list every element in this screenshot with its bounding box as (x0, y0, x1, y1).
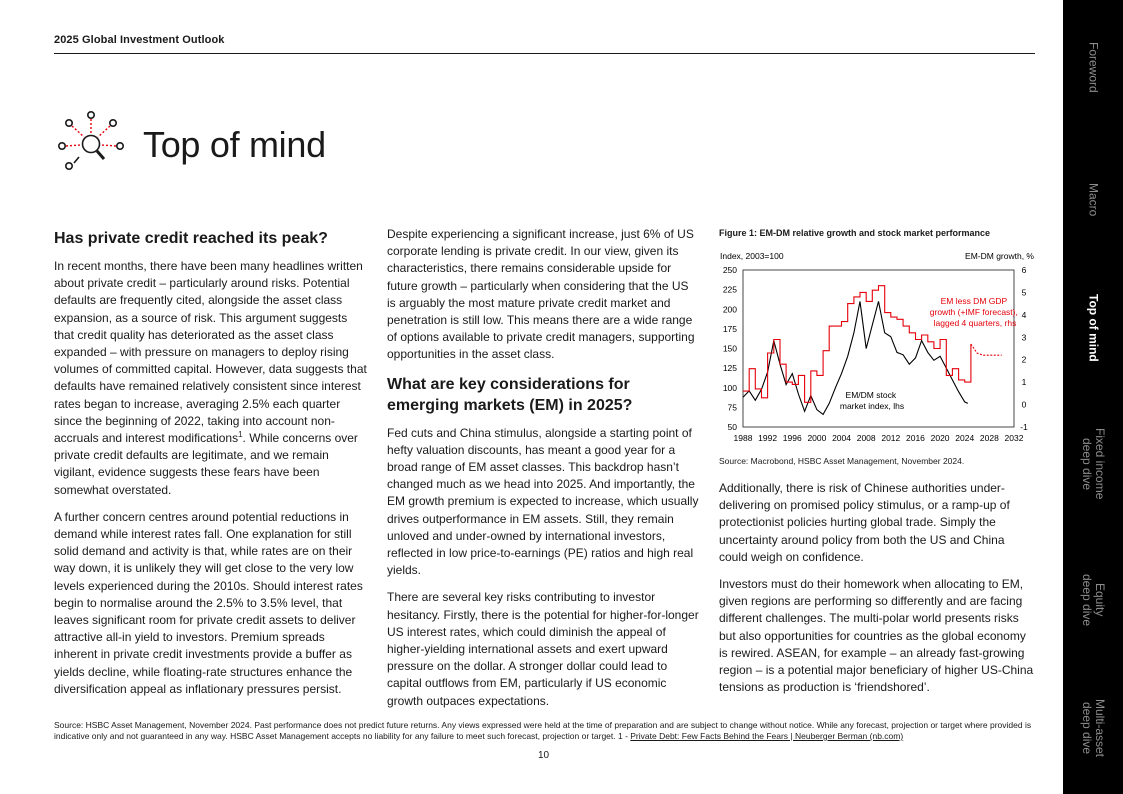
section-heading-emerging-markets: What are key considerations for emerging markets (EM) in 2025? (387, 375, 633, 414)
paragraph: Additionally, there is risk of Chinese authorities under-delivering on promised policy stimulus, or a ramp-up of protectionist policies hurting global trade. Simply the uncertainty around policy from both the US and China could weigh on confidence. (719, 481, 1010, 564)
page-title: Top of mind (143, 124, 326, 165)
figure-title: Figure 1: EM-DM relative growth and stock market performance (719, 228, 991, 238)
y-tick-left: 250 (722, 265, 737, 275)
footnote-link[interactable]: Private Debt: Few Facts Behind the Fears | Neuberger Berman (nb.com) (630, 731, 904, 741)
em-dm-chart (716, 247, 1036, 450)
header-divider (54, 53, 1035, 54)
nav-tab-fixed-income[interactable]: Fixed income deep dive (1080, 428, 1107, 500)
y-tick-right: 4 (1021, 309, 1027, 320)
x-tick-label: 2032 (1004, 433, 1024, 443)
nav-tab-foreword[interactable]: Foreword (1086, 41, 1101, 93)
series-line-imf-forecast (971, 344, 1002, 355)
paragraph: In recent months, there have been many headlines written about private credit – particularly around risks. Potential defaults are frequently cited, alongside the asset class expansion, as a source of risk. This argument suggests that credit quality has deteriorated as the asset class expanded – with pressure on managers to deploy rising volumes of committed capital. However, data suggests that defaults have remained relatively consistent since interest rates began to increase, averaging 2.5% each quarter since the beginning of 2022, taking into account non-accruals and interest modifications$^1$. While concerns over private credit defaults are legitimate, and we remain vigilant, evidence suggests these fears have been somewhat overstated. (54, 259, 367, 497)
column-right (719, 480, 1035, 706)
y-axis-label-left: Index, 2003=100 (720, 251, 784, 261)
paragraph: Fed cuts and China stimulus, alongside a starting point of hefty valuation discounts, has meant a good year for a broad range of EM asset classes. This backdrop hasn’t changed much as we head into 2025. And importantly, the EM growth premium is expected to increase, which usually drives outperformance in EM assets. Still, they remain unloved and under-owned by international investors, reflected in low price-to-earnings (PE) ratios and high real yields. (387, 425, 699, 578)
column-private-credit (54, 226, 370, 708)
x-tick-label: 1996 (782, 433, 802, 443)
y-axis-label-right: EM-DM growth, % (965, 251, 1034, 261)
y-tick-left: 225 (722, 284, 737, 295)
y-tick-right: 6 (1021, 265, 1027, 275)
x-tick-label: 2016 (905, 433, 925, 443)
y-tick-right: 3 (1021, 332, 1027, 343)
x-tick-label: 2020 (930, 433, 950, 443)
annotation-red-series: EM less DM GDP growth (+IMF forecast), lagged 4 quarters, rhs (929, 296, 1018, 328)
y-tick-right: 2 (1021, 354, 1027, 365)
y-tick-left: 150 (722, 343, 737, 354)
footnote-marker: 1 (238, 430, 243, 440)
nav-tab-multi-asset[interactable]: Multi-asset deep dive (1080, 698, 1107, 757)
y-tick-left: 175 (722, 323, 737, 334)
y-tick-left: 125 (722, 363, 737, 374)
x-tick-label: 2008 (856, 433, 876, 443)
paragraph: Investors must do their homework when allocating to EM, given regions are performing so differently and are facing different challenges. The multi-polar world presents risks but also opportunities for countries as the global economy is rewired. ASEAN, for example – an already fast-growing region – is a potential major beneficiary of higher US-China tensions as production is ‘friendshored’. (719, 577, 1034, 695)
y-tick-right: -1 (1020, 422, 1028, 432)
document-title: 2025 Global Investment Outlook (54, 34, 225, 46)
column-middle (387, 226, 700, 720)
figure-source: Source: Macrobond, HSBC Asset Management, November 2024. (719, 456, 965, 466)
x-tick-label: 2000 (807, 433, 827, 443)
paragraph: Despite experiencing a significant increase, just 6% of US corporate lending is private credit. In our view, given its characteristics, there remains considerable upside for future growth – particularly when considering that the US is arguably the most mature private credit market and penetration is still low. This means there are a wide range of options available to private credit managers, supporting opportunities in the asset class. (387, 227, 695, 362)
series-line-growth-diff (743, 286, 971, 403)
section-heading-private-credit: Has private credit reached its peak? (54, 230, 328, 247)
y-tick-left: 200 (722, 304, 737, 315)
y-tick-right: 1 (1021, 377, 1027, 388)
magnifier-idea-icon (54, 110, 128, 172)
annotation-black-series: EM/DM stock market index, lhs (839, 390, 905, 411)
x-tick-label: 2028 (979, 433, 999, 443)
nav-tab-top-of-mind[interactable]: Top of mind (1086, 294, 1101, 362)
section-nav (1063, 0, 1123, 794)
y-tick-left: 75 (727, 402, 737, 413)
x-tick-label: 2004 (832, 433, 852, 443)
page-number: 10 (538, 750, 550, 761)
y-tick-right: 0 (1021, 399, 1027, 410)
x-tick-label: 1988 (733, 433, 753, 443)
footnote: Source: HSBC Asset Management, November 2024. Past performance does not predict future returns. Any views expressed were held at the time of preparation and are subject to change without notice. While any forecast, projection or target where provided is indicative only and not guaranteed in any way. HSBC Asset Management accepts no liability for any failure to meet such forecast, projection or target. 1 - Private Debt: Few Facts Behind the Fears | Neuberger Berman (nb.com) (54, 720, 1032, 741)
y-tick-left: 50 (727, 422, 737, 432)
y-tick-left: 100 (722, 382, 737, 393)
x-tick-label: 2012 (881, 433, 901, 443)
paragraph: There are several key risks contributing to investor hesitancy. Firstly, there is the potential for higher-for-longer US interest rates, which could diminish the appeal of higher-yielding international assets and exert upward pressure on the dollar. A stronger dollar could lead to capital outflows from EM, particularly if US economic growth outpaces expectations. (387, 590, 699, 708)
paragraph: A further concern centres around potential reductions in demand while interest rates fall. One explanation for still solid demand and activity is that, while rates are on their way down, it is unlikely they will get close to the very low levels experienced during the 2010s. Should interest rates begin to normalise around the 2.5% to 3.5% level, that leaves significant room for private credit assets to deliver attractive all-in yield to investors. Premium spreads inherent in private credit investments provide a buffer as yields decline, while floating-rate structures enhance the diversification appeal as inflationary pressures persist. (54, 509, 363, 696)
x-tick-label: 1992 (758, 433, 778, 443)
y-tick-right: 5 (1021, 287, 1027, 298)
nav-tab-macro[interactable]: Macro (1086, 183, 1101, 217)
nav-tab-equity[interactable]: Equity deep dive (1080, 573, 1107, 627)
x-tick-label: 2024 (955, 433, 975, 443)
